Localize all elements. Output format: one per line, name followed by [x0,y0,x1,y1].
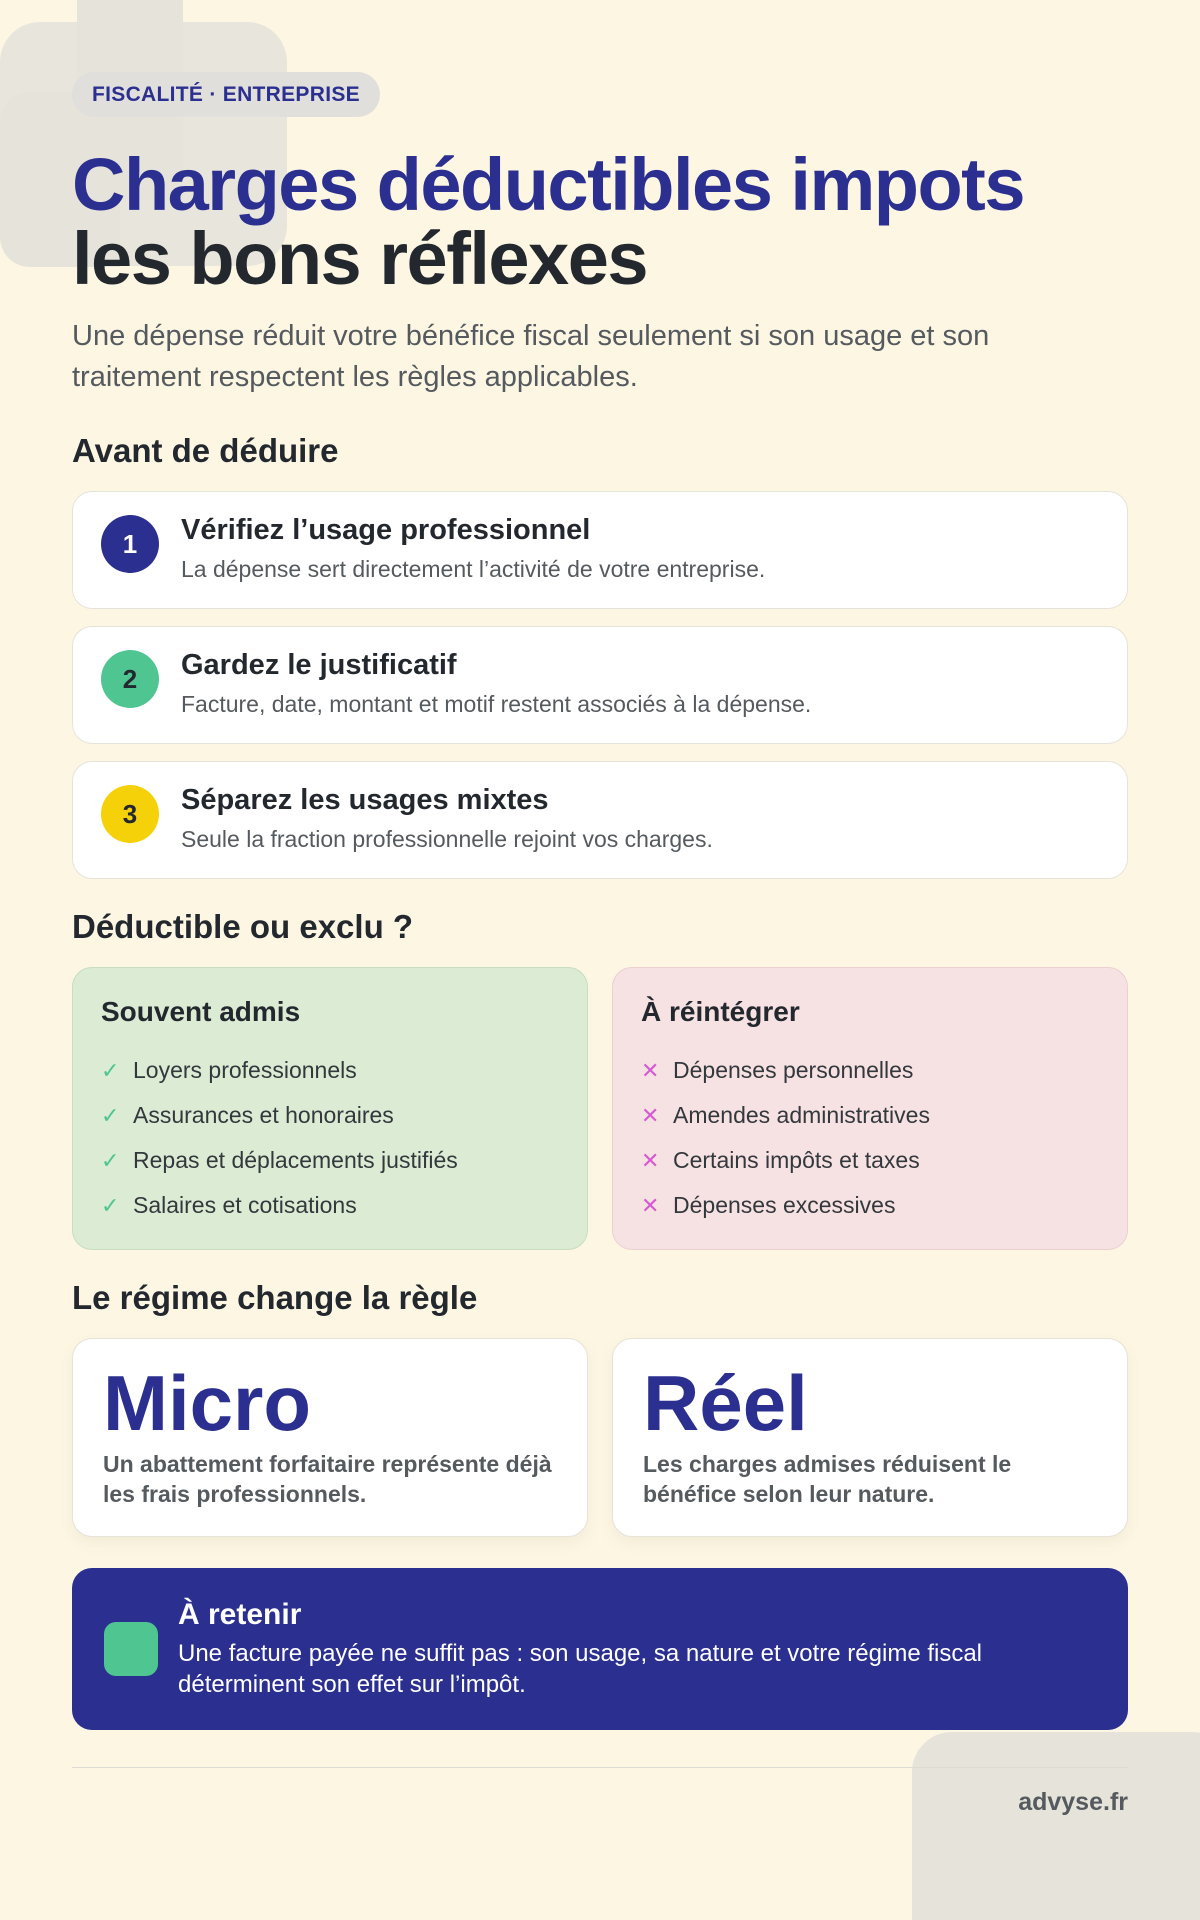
section-heading-deductible: Déductible ou exclu ? [72,908,414,945]
regime-card-micro [72,1338,588,1537]
list-item-label: Salaires et cotisations [133,1192,357,1218]
admis-title: Souvent admis [101,996,301,1027]
list-item [101,1138,559,1183]
step-number-badge: 1 [101,515,159,573]
list-item-label: Loyers professionnels [133,1057,357,1083]
title-line-2: les bons réflexes [72,217,648,300]
reintegrer-card [612,967,1128,1250]
key-takeaway-box [72,1568,1128,1730]
list-item-label: Repas et déplacements justifiés [133,1147,458,1173]
admis-list [101,1048,559,1228]
admis-card [72,967,588,1250]
list-item-label: Dépenses excessives [673,1192,896,1218]
list-item [641,1048,1099,1093]
list-item-label: Certains impôts et taxes [673,1147,920,1173]
cross-icon: ✕ [641,1192,660,1218]
check-icon: ✓ [101,1057,120,1083]
list-item-label: Amendes administratives [673,1102,930,1128]
page-title [72,143,1024,300]
check-icon: ✓ [101,1102,120,1128]
footer-site: advyse.fr [1018,1788,1128,1816]
step-card-2 [72,626,1128,744]
step-number-badge: 2 [101,650,159,708]
regime-description: Un abattement forfaitaire représente déjà les frais professionnels. [103,1451,552,1507]
reintegrer-title: À réintégrer [641,996,800,1027]
square-icon [104,1622,158,1676]
step-description: La dépense sert directement l’activité de votre entreprise. [181,556,766,582]
decor-shape [912,1802,1062,1920]
takeaway-text: Une facture payée ne suffit pas : son usage, sa nature et votre régime fiscal déterminent son effet sur l’impôt. [178,1640,983,1698]
step-card-1 [72,491,1128,609]
step-description: Facture, date, montant et motif restent associés à la dépense. [181,691,812,717]
list-item-label: Assurances et honoraires [133,1102,394,1128]
subtitle: Une dépense réduit votre bénéfice fiscal seulement si son usage et son traitement respectent les règles applicables. [72,320,990,393]
check-icon: ✓ [101,1147,120,1173]
list-item [641,1138,1099,1183]
cross-icon: ✕ [641,1147,660,1173]
list-item [641,1093,1099,1138]
cross-icon: ✕ [641,1102,660,1128]
regime-title: Micro [103,1359,312,1447]
list-item-label: Dépenses personnelles [673,1057,914,1083]
regime-description: Les charges admises réduisent le bénéfice selon leur nature. [643,1451,1012,1507]
title-line-1: Charges déductibles impots [72,143,1024,226]
step-title: Séparez les usages mixtes [181,784,549,816]
step-card-3 [72,761,1128,879]
list-item [641,1183,1099,1228]
takeaway-title: À retenir [178,1598,302,1631]
footer-divider [72,1767,1128,1768]
list-item [101,1048,559,1093]
step-number-badge: 3 [101,785,159,843]
cross-icon: ✕ [641,1057,660,1083]
list-item [101,1093,559,1138]
list-item [101,1183,559,1228]
step-description: Seule la fraction professionnelle rejoint vos charges. [181,826,713,852]
check-icon: ✓ [101,1192,120,1218]
regime-title: Réel [643,1359,808,1447]
section-heading-avant: Avant de déduire [72,432,339,469]
step-title: Gardez le justificatif [181,649,457,681]
section-heading-regime: Le régime change la règle [72,1279,478,1316]
step-title: Vérifiez l’usage professionnel [181,514,591,546]
reintegrer-list [641,1048,1099,1228]
category-badge: FISCALITÉ · ENTREPRISE [72,72,380,117]
regime-card-reel [612,1338,1128,1537]
